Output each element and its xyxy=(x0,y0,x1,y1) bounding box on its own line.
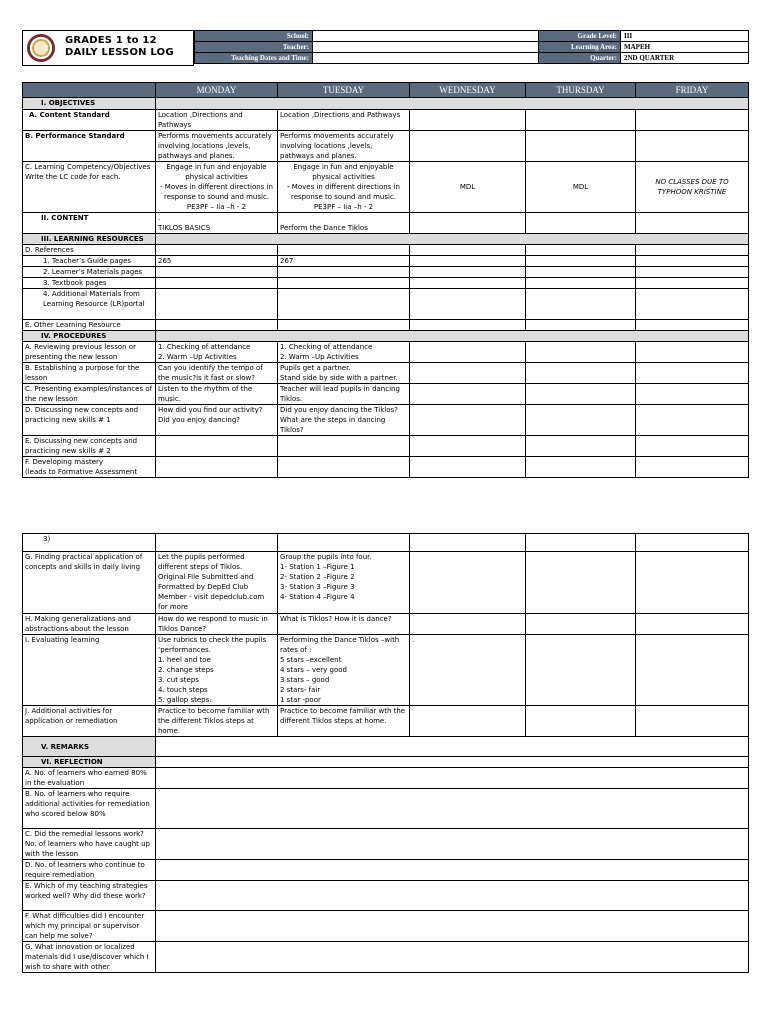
textbook-pages-thursday[interactable] xyxy=(526,278,636,289)
reflection-e-field[interactable] xyxy=(156,881,749,911)
performance-standard-monday[interactable]: Performs movements accurately involving locations ,levels, pathways and planes. xyxy=(156,131,278,162)
learning-resources-band xyxy=(156,234,749,245)
reflection-b-label: B. No. of learners who require additional activities for remediation who scored below 80% xyxy=(23,789,156,829)
learning-competency-thursday[interactable]: MDL xyxy=(526,162,636,213)
procedure-i-friday[interactable] xyxy=(636,635,749,706)
other-resources-friday[interactable] xyxy=(636,320,749,331)
procedure-b-label: B. Establishing a purpose for the lesson xyxy=(23,363,156,384)
procedure-e-monday[interactable] xyxy=(156,436,278,457)
teacher-field[interactable] xyxy=(313,42,539,53)
reflection-g-label: G. What innovation or localized materials did I use/discover which I wish to share with other xyxy=(23,942,156,973)
procedure-i-label: I. Evaluating learning xyxy=(23,635,156,706)
performance-standard-tuesday[interactable]: Performs movements accurately involving locations ,levels, pathways and planes. xyxy=(278,131,410,162)
procedure-f-tuesday[interactable] xyxy=(278,457,410,478)
day-header-thursday: THURSDAY xyxy=(526,83,636,98)
procedure-b-monday[interactable]: Can you identify the tempo of the music?is it fast or slow? xyxy=(156,363,278,384)
procedure-c-tuesday[interactable]: Teacher will lead pupils in dancing Tiklos. xyxy=(278,384,410,405)
procedure-a-monday[interactable]: 1. Checking of attendance 2. Warm –Up Activities xyxy=(156,342,278,363)
procedure-f-monday[interactable] xyxy=(156,457,278,478)
procedure-f-continued-label: 3) xyxy=(23,534,156,552)
grade-level-field[interactable]: III xyxy=(621,31,749,42)
procedure-j-label: J. Additional activities for application or remediation xyxy=(23,706,156,737)
references-friday[interactable] xyxy=(636,245,749,256)
content-standard-friday[interactable] xyxy=(636,110,749,131)
teachers-guide-wednesday[interactable] xyxy=(410,256,526,267)
teachers-guide-tuesday[interactable]: 267 xyxy=(278,256,410,267)
procedure-j-tuesday[interactable]: Practice to become familiar wth the different Tiklos steps at home. xyxy=(278,706,410,737)
references-tuesday[interactable] xyxy=(278,245,410,256)
procedure-a-tuesday[interactable]: 1. Checking of attendance 2. Warm –Up Activities xyxy=(278,342,410,363)
title-line-1: GRADES 1 to 12 xyxy=(65,35,157,46)
textbook-pages-tuesday[interactable] xyxy=(278,278,410,289)
procedures-band xyxy=(156,331,749,342)
references-label: D. References xyxy=(23,245,156,256)
procedure-j-friday[interactable] xyxy=(636,706,749,737)
textbook-pages-monday[interactable] xyxy=(156,278,278,289)
grade-level-label: Grade Level: xyxy=(539,31,621,42)
procedure-c-friday[interactable] xyxy=(636,384,749,405)
learners-materials-tuesday[interactable] xyxy=(278,267,410,278)
procedure-h-thursday[interactable] xyxy=(526,614,636,635)
reflection-d-field[interactable] xyxy=(156,860,749,881)
procedure-d-wednesday[interactable] xyxy=(410,405,526,436)
content-tuesday[interactable]: Perform the Dance Tiklos xyxy=(278,213,410,234)
day-header-tuesday: TUESDAY xyxy=(278,83,410,98)
procedure-g-label: G. Finding practical application of concepts and skills in daily living xyxy=(23,552,156,614)
procedure-g-monday[interactable]: Let the pupils performed different steps of Tiklos. Original File Submitted and Formatted by DepEd Club Member - visit depedclub.com for more xyxy=(156,552,278,614)
procedure-f-continued-wednesday[interactable] xyxy=(410,534,526,552)
procedure-a-thursday[interactable] xyxy=(526,342,636,363)
remarks-heading: V. REMARKS xyxy=(23,737,156,757)
other-resources-monday[interactable] xyxy=(156,320,278,331)
other-resources-tuesday[interactable] xyxy=(278,320,410,331)
procedure-b-wednesday[interactable] xyxy=(410,363,526,384)
references-wednesday[interactable] xyxy=(410,245,526,256)
reflection-a-label: A. No. of learners who earned 80% in the evaluation xyxy=(23,768,156,789)
lesson-log-table xyxy=(22,82,749,478)
procedure-a-wednesday[interactable] xyxy=(410,342,526,363)
learning-resources-heading: III. LEARNING RESOURCES xyxy=(23,234,156,245)
learning-competency-friday[interactable]: NO CLASSES DUE TO TYPHOON KRISTINE xyxy=(636,162,749,213)
reflection-b-field[interactable] xyxy=(156,789,749,829)
content-standard-wednesday[interactable] xyxy=(410,110,526,131)
procedure-h-friday[interactable] xyxy=(636,614,749,635)
day-header-friday: FRIDAY xyxy=(636,83,749,98)
header-info-table xyxy=(194,30,749,64)
procedure-f-wednesday[interactable] xyxy=(410,457,526,478)
procedure-f-continued-friday[interactable] xyxy=(636,534,749,552)
teaching-dates-field[interactable] xyxy=(313,53,539,64)
reflection-a-field[interactable] xyxy=(156,768,749,789)
teaching-dates-label: Teaching Dates and Time: xyxy=(195,53,313,64)
procedure-e-friday[interactable] xyxy=(636,436,749,457)
other-resources-label: E. Other Learning Resource xyxy=(23,320,156,331)
school-field[interactable] xyxy=(313,31,539,42)
additional-materials-friday[interactable] xyxy=(636,289,749,320)
quarter-label: Quarter: xyxy=(539,53,621,64)
reflection-c-field[interactable] xyxy=(156,829,749,860)
day-header-monday: MONDAY xyxy=(156,83,278,98)
procedure-i-thursday[interactable] xyxy=(526,635,636,706)
learners-materials-thursday[interactable] xyxy=(526,267,636,278)
textbook-pages-wednesday[interactable] xyxy=(410,278,526,289)
procedure-f-continued-tuesday[interactable] xyxy=(278,534,410,552)
procedure-j-thursday[interactable] xyxy=(526,706,636,737)
reflection-g-field[interactable] xyxy=(156,942,749,973)
reflection-d-label: D. No. of learners who continue to require remediation xyxy=(23,860,156,881)
learners-materials-wednesday[interactable] xyxy=(410,267,526,278)
additional-materials-wednesday[interactable] xyxy=(410,289,526,320)
procedure-a-label: A. Reviewing previous lesson or presenting the new lesson xyxy=(23,342,156,363)
performance-standard-label: B. Performance Standard xyxy=(23,131,156,162)
teachers-guide-label: 1. Teacher’s Guide pages xyxy=(23,256,156,267)
procedure-j-wednesday[interactable] xyxy=(410,706,526,737)
learning-area-field[interactable]: MAPEH xyxy=(621,42,749,53)
content-friday[interactable] xyxy=(636,213,749,234)
learning-competency-monday[interactable]: Engage in fun and enjoyable physical activities - Moves in different directions in response to sound and music. PE3PF – Iia –h - 2 xyxy=(156,162,278,213)
procedure-b-tuesday[interactable]: Pupils get a partner. Stand side by side with a partner. xyxy=(278,363,410,384)
deped-seal-icon xyxy=(27,34,55,62)
additional-materials-label: 4. Additional Materials from Learning Resource (LR)portal xyxy=(23,289,156,320)
learning-competency-tuesday[interactable]: Engage in fun and enjoyable physical activities - Moves in different directions in response to sound and music. PE3PF – Iia –h - 2 xyxy=(278,162,410,213)
procedure-h-label: H. Making generalizations and abstractions about the lesson xyxy=(23,614,156,635)
procedure-c-monday[interactable]: Listen to the rhythm of the music. xyxy=(156,384,278,405)
objectives-heading: I. OBJECTIVES xyxy=(23,98,156,110)
content-wednesday[interactable] xyxy=(410,213,526,234)
corner-cell xyxy=(23,83,156,98)
procedure-g-wednesday[interactable] xyxy=(410,552,526,614)
content-heading: II. CONTENT xyxy=(23,213,156,234)
textbook-pages-label: 3. Textbook pages xyxy=(23,278,156,289)
learners-materials-monday[interactable] xyxy=(156,267,278,278)
reflection-field[interactable] xyxy=(156,757,749,768)
day-header-wednesday: WEDNESDAY xyxy=(410,83,526,98)
content-standard-thursday[interactable] xyxy=(526,110,636,131)
teachers-guide-thursday[interactable] xyxy=(526,256,636,267)
objectives-band xyxy=(156,98,749,110)
other-resources-thursday[interactable] xyxy=(526,320,636,331)
procedure-i-wednesday[interactable]: . xyxy=(410,635,526,706)
lesson-log-table-continued xyxy=(22,533,749,973)
procedure-e-tuesday[interactable] xyxy=(278,436,410,457)
procedure-c-wednesday[interactable] xyxy=(410,384,526,405)
procedure-c-thursday[interactable] xyxy=(526,384,636,405)
procedure-d-monday[interactable]: How did you find our activity? Did you enjoy dancing? xyxy=(156,405,278,436)
procedure-e-wednesday[interactable] xyxy=(410,436,526,457)
procedure-i-tuesday[interactable]: Performing the Dance Tiklos –with rates of : 5 stars –excellent 4 stars – very good 3 stars – good 2 stars- fair 1 star -poor xyxy=(278,635,410,706)
additional-materials-monday[interactable] xyxy=(156,289,278,320)
procedure-a-friday[interactable] xyxy=(636,342,749,363)
procedure-b-thursday[interactable] xyxy=(526,363,636,384)
procedure-f-label: F. Developing mastery (leads to Formative Assessment xyxy=(23,457,156,478)
content-standard-label: A. Content Standard xyxy=(23,110,156,131)
additional-materials-tuesday[interactable] xyxy=(278,289,410,320)
procedure-d-friday[interactable] xyxy=(636,405,749,436)
procedure-h-monday[interactable]: How do we respond to music in Tiklos Dance? xyxy=(156,614,278,635)
procedure-f-thursday[interactable] xyxy=(526,457,636,478)
procedure-c-label: C. Presenting examples/instances of the new lesson xyxy=(23,384,156,405)
content-standard-monday[interactable]: Location ,Directions and Pathways xyxy=(156,110,278,131)
reflection-heading: VI. REFLECTION xyxy=(23,757,156,768)
procedure-e-thursday[interactable] xyxy=(526,436,636,457)
procedure-i-monday[interactable]: Use rubrics to check the pupils ‘performances. 1. heel and toe 2. change steps 3. cut steps 4. touch steps 5. gallop steps. xyxy=(156,635,278,706)
remarks-field[interactable] xyxy=(156,737,749,757)
teachers-guide-friday[interactable] xyxy=(636,256,749,267)
procedure-g-thursday[interactable] xyxy=(526,552,636,614)
reflection-e-label: E. Which of my teaching strategies worked well? Why did these work? xyxy=(23,881,156,911)
learning-competency-wednesday[interactable]: MDL xyxy=(410,162,526,213)
procedure-d-thursday[interactable] xyxy=(526,405,636,436)
performance-standard-wednesday[interactable] xyxy=(410,131,526,162)
procedure-h-wednesday[interactable] xyxy=(410,614,526,635)
other-resources-wednesday[interactable] xyxy=(410,320,526,331)
procedures-heading: IV. PROCEDURES xyxy=(23,331,156,342)
procedure-d-tuesday[interactable]: Did you enjoy dancing the Tiklos? What are the steps in dancing Tiklos? xyxy=(278,405,410,436)
reflection-f-field[interactable] xyxy=(156,911,749,942)
teacher-label: Teacher: xyxy=(195,42,313,53)
procedure-h-tuesday[interactable]: What is Tiklos? How it is dance? xyxy=(278,614,410,635)
additional-materials-thursday[interactable] xyxy=(526,289,636,320)
content-monday[interactable]: . TIKLOS BASICS xyxy=(156,213,278,234)
procedure-d-label: D. Discussing new concepts and practicing new skills # 1 xyxy=(23,405,156,436)
procedure-f-friday[interactable] xyxy=(636,457,749,478)
learners-materials-label: 2. Learner’s Materials pages xyxy=(23,267,156,278)
procedure-b-friday[interactable] xyxy=(636,363,749,384)
learning-competency-label: C. Learning Competency/Objectives Write the LC code for each. xyxy=(23,162,156,213)
school-label: School: xyxy=(195,31,313,42)
content-standard-tuesday[interactable]: Location ,Directions and Pathways xyxy=(278,110,410,131)
quarter-field[interactable]: 2ND QUARTER xyxy=(621,53,749,64)
textbook-pages-friday[interactable] xyxy=(636,278,749,289)
references-monday[interactable] xyxy=(156,245,278,256)
procedure-g-tuesday[interactable]: Group the pupils into four. 1- Station 1 –Figure 1 2- Station 2 –Figure 2 3- Station 3 –Figure 3 4- Station 4 –Figure 4 xyxy=(278,552,410,614)
procedure-f-continued-monday[interactable] xyxy=(156,534,278,552)
procedure-f-continued-thursday[interactable] xyxy=(526,534,636,552)
procedure-e-label: E. Discussing new concepts and practicing new skills # 2 xyxy=(23,436,156,457)
reflection-c-label: C. Did the remedial lessons work? No. of learners who have caught up with the lesson xyxy=(23,829,156,860)
procedure-j-monday[interactable]: Practice to become familiar wth the different Tiklos steps at home. xyxy=(156,706,278,737)
performance-standard-thursday[interactable] xyxy=(526,131,636,162)
performance-standard-friday[interactable] xyxy=(636,131,749,162)
teachers-guide-monday[interactable]: 265 xyxy=(156,256,278,267)
title-line-2: DAILY LESSON LOG xyxy=(65,47,174,58)
learners-materials-friday[interactable] xyxy=(636,267,749,278)
references-thursday[interactable] xyxy=(526,245,636,256)
reflection-f-label: F. What difficulties did I encounter which my principal or supervisor can help me solve? xyxy=(23,911,156,942)
learning-area-label: Learning Area: xyxy=(539,42,621,53)
content-thursday[interactable] xyxy=(526,213,636,234)
header-title-box xyxy=(22,30,194,66)
procedure-g-friday[interactable] xyxy=(636,552,749,614)
